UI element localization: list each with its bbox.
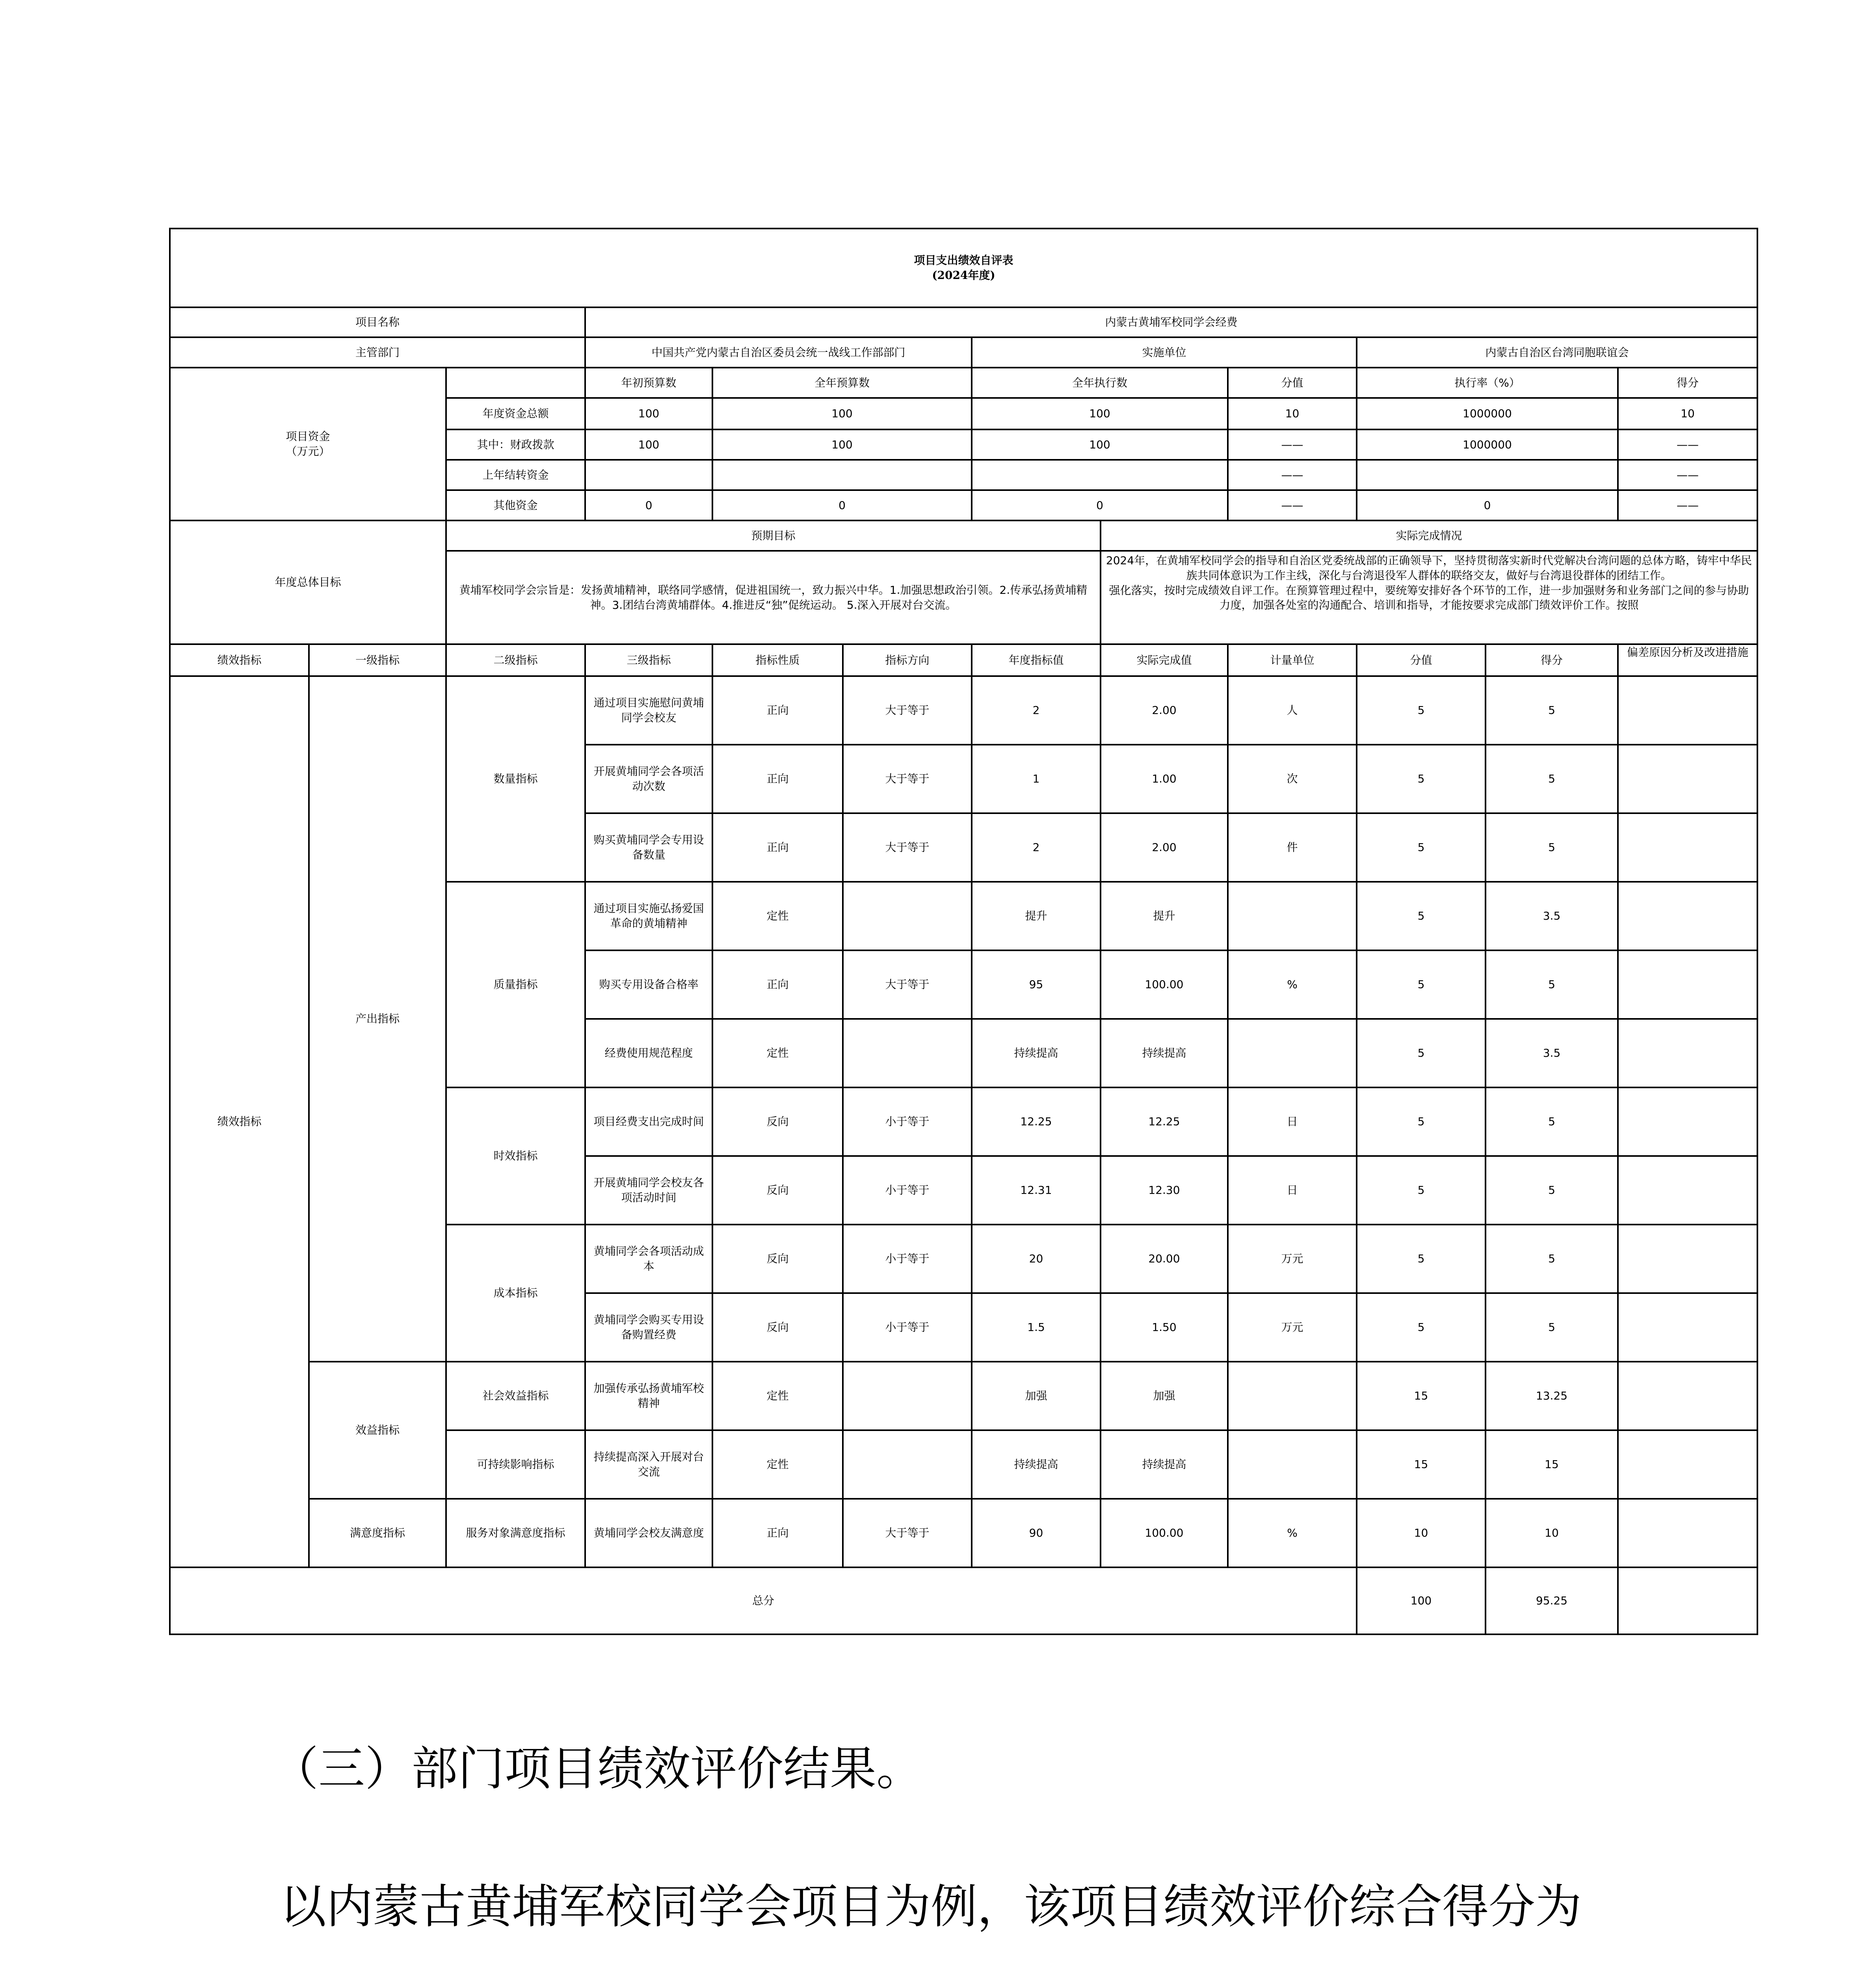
funding-rate: 1000000 <box>1357 429 1618 460</box>
actual-result-text <box>1101 551 1757 644</box>
indicator-nature: 定性 <box>712 1430 843 1499</box>
indicator-name: 加强传承弘扬黄埔军校精神 <box>585 1362 712 1430</box>
funding-executed: 100 <box>972 429 1228 460</box>
indicator-name: 黄埔同学会购买专用设备购置经费 <box>585 1293 712 1362</box>
indicator-unit: % <box>1228 950 1357 1019</box>
indicator-header: 指标性质 <box>712 644 843 676</box>
indicator-note <box>1618 1087 1757 1156</box>
indicator-weight: 5 <box>1357 1293 1486 1362</box>
indicator-note <box>1618 950 1757 1019</box>
actual-result-paragraph: 2024年，在黄埔军校同学会的指导和自治区党委统战部的正确领导下，坚持贯彻落实新时代党解决台湾问题的总体方略，铸牢中华民族共同体意识为工作主线，深化与台湾退役军人群体的联络交友，做好与台湾退役群体的团结工作。 <box>1106 554 1752 582</box>
funding-weight: —— <box>1228 490 1357 520</box>
indicator-target: 1.5 <box>972 1293 1101 1362</box>
funding-initial: 100 <box>585 398 712 429</box>
indicator-score: 10 <box>1486 1499 1618 1567</box>
indicator-actual: 提升 <box>1101 882 1228 950</box>
indicator-name: 购买黄埔同学会专用设备数量 <box>585 813 712 882</box>
indicator-header: 三级指标 <box>585 644 712 676</box>
indicator-weight: 15 <box>1357 1430 1486 1499</box>
indicator-note <box>1618 882 1757 950</box>
indicator-note <box>1618 813 1757 882</box>
indicator-nature: 反向 <box>712 1156 843 1225</box>
indicator-target: 90 <box>972 1499 1101 1567</box>
indicator-note <box>1618 1293 1757 1362</box>
indicator-name: 经费使用规范程度 <box>585 1019 712 1087</box>
indicator-unit <box>1228 1019 1357 1087</box>
indicator-actual: 加强 <box>1101 1362 1228 1430</box>
indicator-header: 指标方向 <box>843 644 972 676</box>
indicator-unit: 人 <box>1228 676 1357 745</box>
indicator-actual: 1.00 <box>1101 745 1228 813</box>
indicator-row <box>170 1362 1757 1430</box>
section-heading: （三）部门项目绩效评价结果。 <box>272 1741 923 1796</box>
indicator-actual: 2.00 <box>1101 813 1228 882</box>
indicator-nature: 反向 <box>712 1225 843 1293</box>
body-paragraph-line: 以内蒙古黄埔军校同学会项目为例，该项目绩效评价综合得分为 <box>280 1879 1582 1934</box>
indicator-nature: 正向 <box>712 1499 843 1567</box>
impl-label: 实施单位 <box>972 337 1357 368</box>
indicator-header: 二级指标 <box>446 644 585 676</box>
level2-service: 服务对象满意度指标 <box>446 1499 585 1567</box>
indicator-direction <box>843 1430 972 1499</box>
funding-weight: —— <box>1228 460 1357 490</box>
funding-weight: 10 <box>1228 398 1357 429</box>
funding-header-blank <box>446 368 585 398</box>
indicator-target: 12.25 <box>972 1087 1101 1156</box>
indicator-actual: 1.50 <box>1101 1293 1228 1362</box>
funding-weight: —— <box>1228 429 1357 460</box>
funding-annual: 0 <box>712 490 972 520</box>
expected-goal-text: 黄埔军校同学会宗旨是：发扬黄埔精神，联络同学感情，促进祖国统一，致力振兴中华。1.加强思想政治引领。2.传承弘扬黄埔精神。3.团结台湾黄埔群体。4.推进反“独”促统运动。 5.深入开展对台交流。 <box>446 551 1101 644</box>
indicator-score: 5 <box>1486 950 1618 1019</box>
indicator-score: 5 <box>1486 1225 1618 1293</box>
indicator-nature: 正向 <box>712 676 843 745</box>
indicator-weight: 5 <box>1357 882 1486 950</box>
level2-cost: 成本指标 <box>446 1225 585 1362</box>
indicator-actual: 100.00 <box>1101 1499 1228 1567</box>
indicator-direction <box>843 1362 972 1430</box>
indicator-header: 实际完成值 <box>1101 644 1228 676</box>
indicator-actual: 100.00 <box>1101 950 1228 1019</box>
indicator-note <box>1618 1430 1757 1499</box>
funding-initial: 0 <box>585 490 712 520</box>
indicator-weight: 10 <box>1357 1499 1486 1567</box>
total-weight: 100 <box>1357 1567 1486 1634</box>
level1-output: 产出指标 <box>309 676 446 1362</box>
indicator-actual: 持续提高 <box>1101 1430 1228 1499</box>
indicator-weight: 5 <box>1357 950 1486 1019</box>
funding-header: 全年预算数 <box>712 368 972 398</box>
funding-initial: 100 <box>585 429 712 460</box>
indicator-direction: 小于等于 <box>843 1225 972 1293</box>
indicator-nature: 正向 <box>712 813 843 882</box>
indicator-direction: 大于等于 <box>843 676 972 745</box>
indicator-header: 绩效指标 <box>170 644 309 676</box>
indicator-nature: 定性 <box>712 1362 843 1430</box>
funding-header: 年初预算数 <box>585 368 712 398</box>
funding-score: —— <box>1618 490 1757 520</box>
indicator-note <box>1618 1019 1757 1087</box>
indicator-score: 3.5 <box>1486 1019 1618 1087</box>
indicator-header: 分值 <box>1357 644 1486 676</box>
indicator-nature: 定性 <box>712 882 843 950</box>
indicator-score: 15 <box>1486 1430 1618 1499</box>
total-label: 总分 <box>170 1567 1357 1634</box>
indicator-header: 计量单位 <box>1228 644 1357 676</box>
funding-label-line1: 项目资金 <box>286 430 330 443</box>
total-note <box>1618 1567 1757 1634</box>
funding-header: 执行率（%） <box>1357 368 1618 398</box>
indicator-unit <box>1228 882 1357 950</box>
indicator-actual: 20.00 <box>1101 1225 1228 1293</box>
indicator-header: 一级指标 <box>309 644 446 676</box>
funding-executed <box>972 460 1228 490</box>
funding-header: 分值 <box>1228 368 1357 398</box>
indicator-name: 通过项目实施弘扬爱国革命的黄埔精神 <box>585 882 712 950</box>
funding-row-name: 其他资金 <box>446 490 585 520</box>
indicator-name: 开展黄埔同学会各项活动次数 <box>585 745 712 813</box>
indicator-weight: 5 <box>1357 1019 1486 1087</box>
funding-rate <box>1357 460 1618 490</box>
indicator-weight: 5 <box>1357 676 1486 745</box>
funding-executed: 0 <box>972 490 1228 520</box>
indicator-unit: 件 <box>1228 813 1357 882</box>
level2-timeliness: 时效指标 <box>446 1087 585 1225</box>
indicator-score: 5 <box>1486 676 1618 745</box>
indicator-header: 年度指标值 <box>972 644 1101 676</box>
indicator-unit: 万元 <box>1228 1293 1357 1362</box>
indicator-score: 5 <box>1486 813 1618 882</box>
indicator-target: 提升 <box>972 882 1101 950</box>
indicator-direction: 大于等于 <box>843 950 972 1019</box>
indicator-weight: 5 <box>1357 1087 1486 1156</box>
indicator-target: 20 <box>972 1225 1101 1293</box>
funding-rate: 0 <box>1357 490 1618 520</box>
indicator-direction: 大于等于 <box>843 745 972 813</box>
indicator-name: 购买专用设备合格率 <box>585 950 712 1019</box>
level2-sustain: 可持续影响指标 <box>446 1430 585 1499</box>
table-title <box>170 229 1757 307</box>
funding-score: 10 <box>1618 398 1757 429</box>
indicator-unit: 日 <box>1228 1156 1357 1225</box>
indicator-header: 偏差原因分析及改进措施 <box>1618 644 1757 676</box>
indicator-unit: 日 <box>1228 1087 1357 1156</box>
annual-goal-label: 年度总体目标 <box>170 520 446 644</box>
indicator-direction: 大于等于 <box>843 1499 972 1567</box>
funding-annual: 100 <box>712 429 972 460</box>
level1-satisfaction: 满意度指标 <box>309 1499 446 1567</box>
indicator-root: 绩效指标 <box>170 676 309 1567</box>
indicator-target: 2 <box>972 676 1101 745</box>
indicator-note <box>1618 1362 1757 1430</box>
indicator-actual: 2.00 <box>1101 676 1228 745</box>
indicator-score: 5 <box>1486 1293 1618 1362</box>
funding-score: —— <box>1618 460 1757 490</box>
funding-label <box>170 368 446 520</box>
indicator-target: 95 <box>972 950 1101 1019</box>
indicator-direction <box>843 882 972 950</box>
indicator-score: 5 <box>1486 1156 1618 1225</box>
indicator-unit: 次 <box>1228 745 1357 813</box>
indicator-target: 2 <box>972 813 1101 882</box>
project-name-label: 项目名称 <box>170 307 585 337</box>
indicator-direction <box>843 1019 972 1087</box>
indicator-direction: 小于等于 <box>843 1087 972 1156</box>
funding-rate: 1000000 <box>1357 398 1618 429</box>
indicator-header: 得分 <box>1486 644 1618 676</box>
indicator-nature: 正向 <box>712 950 843 1019</box>
funding-row-name: 上年结转资金 <box>446 460 585 490</box>
table-title-main: 项目支出绩效自评表 <box>914 254 1013 267</box>
funding-header: 全年执行数 <box>972 368 1228 398</box>
indicator-nature: 反向 <box>712 1293 843 1362</box>
indicator-direction: 小于等于 <box>843 1293 972 1362</box>
impl-value: 内蒙古自治区台湾同胞联谊会 <box>1357 337 1757 368</box>
dept-label: 主管部门 <box>170 337 585 368</box>
indicator-weight: 5 <box>1357 813 1486 882</box>
level1-benefit: 效益指标 <box>309 1362 446 1499</box>
indicator-row <box>170 1499 1757 1567</box>
indicator-unit <box>1228 1430 1357 1499</box>
indicator-name: 持续提高深入开展对台交流 <box>585 1430 712 1499</box>
indicator-actual: 12.30 <box>1101 1156 1228 1225</box>
project-name-value: 内蒙古黄埔军校同学会经费 <box>585 307 1757 337</box>
funding-label-line2: （万元） <box>286 445 330 458</box>
indicator-note <box>1618 1499 1757 1567</box>
dept-value: 中国共产党内蒙古自治区委员会统一战线工作部部门 <box>585 337 972 368</box>
indicator-nature: 正向 <box>712 745 843 813</box>
indicator-unit <box>1228 1362 1357 1430</box>
funding-annual <box>712 460 972 490</box>
indicator-target: 持续提高 <box>972 1019 1101 1087</box>
indicator-nature: 定性 <box>712 1019 843 1087</box>
indicator-name: 通过项目实施慰问黄埔同学会校友 <box>585 676 712 745</box>
indicator-score: 3.5 <box>1486 882 1618 950</box>
indicator-nature: 反向 <box>712 1087 843 1156</box>
indicator-actual: 12.25 <box>1101 1087 1228 1156</box>
indicator-note <box>1618 1156 1757 1225</box>
level2-quantity: 数量指标 <box>446 676 585 882</box>
indicator-name: 黄埔同学会校友满意度 <box>585 1499 712 1567</box>
level2-quality: 质量指标 <box>446 882 585 1087</box>
indicator-target: 1 <box>972 745 1101 813</box>
indicator-score: 5 <box>1486 1087 1618 1156</box>
table-title-year: (2024年度) <box>932 269 995 282</box>
indicator-target: 12.31 <box>972 1156 1101 1225</box>
indicator-weight: 5 <box>1357 1156 1486 1225</box>
indicator-name: 黄埔同学会各项活动成本 <box>585 1225 712 1293</box>
expected-goal-header: 预期目标 <box>446 520 1101 551</box>
indicator-note <box>1618 1225 1757 1293</box>
funding-row-name: 其中：财政拨款 <box>446 429 585 460</box>
indicator-unit: % <box>1228 1499 1357 1567</box>
indicator-direction: 大于等于 <box>843 813 972 882</box>
indicator-actual: 持续提高 <box>1101 1019 1228 1087</box>
funding-executed: 100 <box>972 398 1228 429</box>
funding-initial <box>585 460 712 490</box>
actual-result-header: 实际完成情况 <box>1101 520 1757 551</box>
indicator-unit: 万元 <box>1228 1225 1357 1293</box>
actual-result-paragraph: 强化落实，按时完成绩效自评工作。在预算管理过程中，要统筹安排好各个环节的工作，进一步加强财务和业务部门之间的参与协助力度，加强各处室的沟通配合、培训和指导，才能按要求完成部门绩效评价工作。按照 <box>1109 584 1749 612</box>
indicator-target: 持续提高 <box>972 1430 1101 1499</box>
funding-row-name: 年度资金总额 <box>446 398 585 429</box>
indicator-weight: 5 <box>1357 745 1486 813</box>
funding-annual: 100 <box>712 398 972 429</box>
total-score: 95.25 <box>1486 1567 1618 1634</box>
indicator-note <box>1618 745 1757 813</box>
total-row <box>170 1567 1757 1634</box>
indicator-direction: 小于等于 <box>843 1156 972 1225</box>
indicator-note <box>1618 676 1757 745</box>
indicator-name: 开展黄埔同学会校友各项活动时间 <box>585 1156 712 1225</box>
level2-social: 社会效益指标 <box>446 1362 585 1430</box>
indicator-target: 加强 <box>972 1362 1101 1430</box>
indicator-weight: 15 <box>1357 1362 1486 1430</box>
funding-header: 得分 <box>1618 368 1757 398</box>
indicator-weight: 5 <box>1357 1225 1486 1293</box>
indicator-score: 13.25 <box>1486 1362 1618 1430</box>
indicator-row <box>170 676 1757 745</box>
funding-score: —— <box>1618 429 1757 460</box>
performance-self-evaluation-table <box>169 228 1758 1635</box>
indicator-score: 5 <box>1486 745 1618 813</box>
indicator-name: 项目经费支出完成时间 <box>585 1087 712 1156</box>
